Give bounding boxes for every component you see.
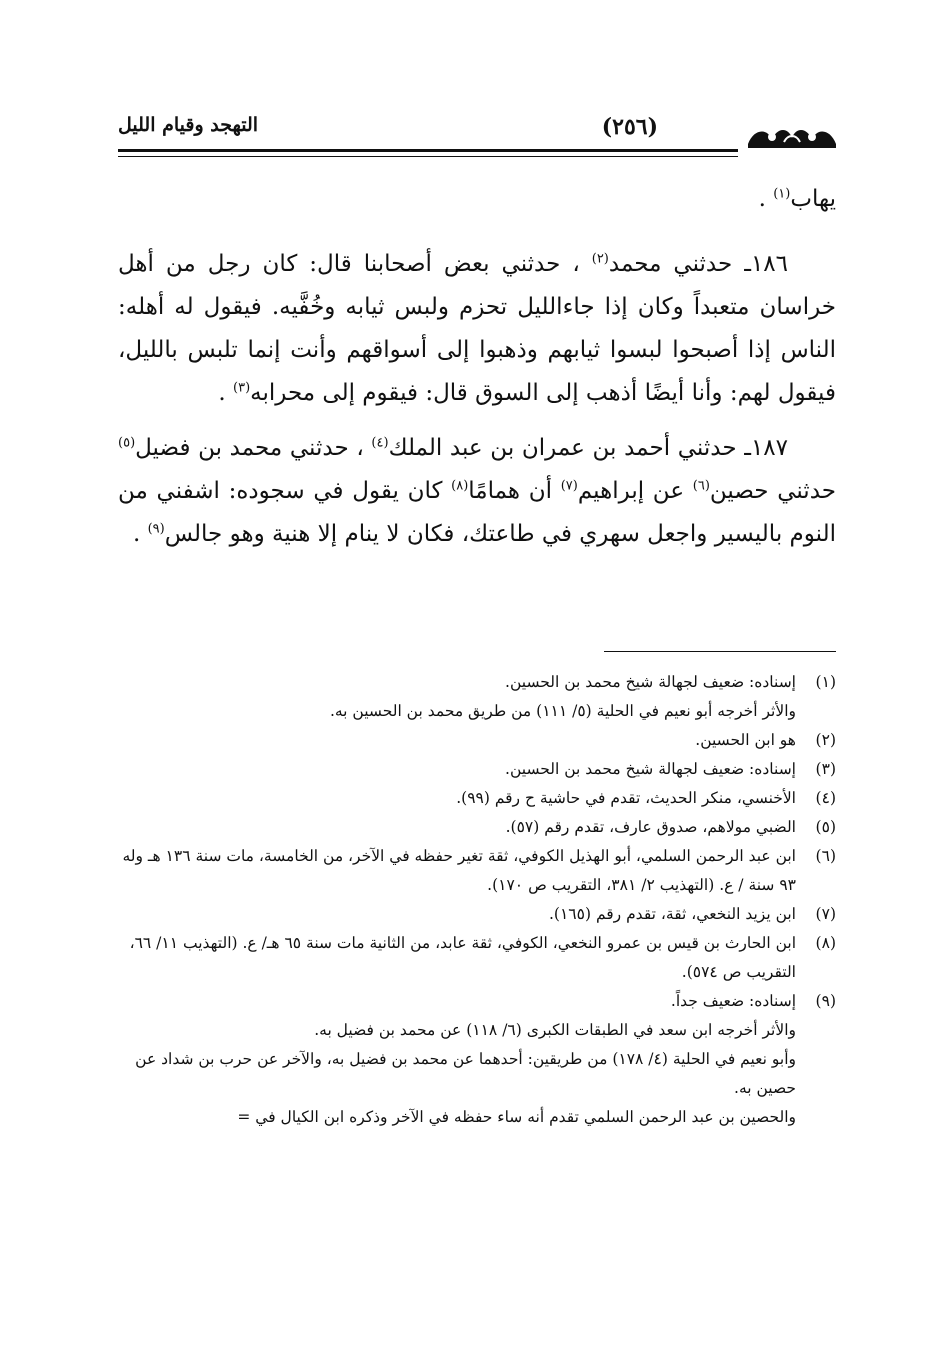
footnote-5: (٥) الضبي مولاهم، صدوق عارف، تقدم رقم (٥٧). bbox=[505, 818, 836, 836]
footnote-1: (١) إسناده: ضعيف لجهالة شيخ محمد بن الحسين. bbox=[505, 673, 836, 691]
footnote-3: (٣) إسناده: ضعيف لجهالة شيخ محمد بن الحسين. bbox=[505, 760, 836, 778]
footnote-ref: (٦) bbox=[692, 478, 710, 494]
footnotes bbox=[118, 668, 836, 1132]
footnote-divider bbox=[604, 651, 836, 652]
footnote-ref: (٥) bbox=[118, 435, 136, 451]
footnote-1-continuation: والأثر أخرجه أبو نعيم في الحلية (٥/ ١١١) من طريق محمد بن الحسين به. bbox=[329, 702, 796, 720]
footnote-4: (٤) الأخنسي، منكر الحديث، تقدم في حاشية ح رقم (٩٩). bbox=[456, 789, 836, 807]
header-rule-thick bbox=[118, 149, 738, 152]
footnote-9: (٩) إسناده: ضعيف جداً. bbox=[670, 992, 836, 1010]
book-title: التهجد وقيام الليل bbox=[118, 114, 259, 136]
footnote-9-continuation-2: وأبو نعيم في الحلية (٤/ ١٧٨) من طريقين: أحدهما عن محمد بن فضيل به، والآخر عن حرب بن شداد عن حصين به. bbox=[135, 1050, 796, 1097]
footnote-8: (٨) ابن الحارث بن قيس بن عمرو النخعي، الكوفي، ثقة عابد، من الثانية مات سنة ٦٥ هـ/ ع. (التهذيب ١١/ ٦٦، التقريب ص ٥٧٤). bbox=[129, 934, 836, 981]
paragraph-number: ١٨٧ bbox=[750, 435, 789, 461]
footnote-2: (٢) هو ابن الحسين. bbox=[695, 731, 836, 749]
ornament-icon bbox=[744, 122, 840, 152]
page-number: (٢٥٦) bbox=[601, 114, 658, 140]
footnote-ref: (٣) bbox=[233, 380, 251, 396]
footnote-ref: (٢) bbox=[591, 251, 609, 267]
footnote-ref: (٩) bbox=[147, 521, 165, 537]
paragraph-187: ١٨٧ـ حدثني أحمد بن عمران بن عبد الملك$^{(٤)}$ ، حدثني محمد بن فضيل$^{(٥)}$ حدثني حصين$^{(٦)}$ عن إبراهيم$^{(٧)}$ أن همامًا$^{(٨)}$ كان يقول في سجوده: اشفني من النوم باليسير واجعل سهري في طاعتك، فكان لا ينام إلا هنية وهو جالس$^{(٩)}$ . bbox=[118, 435, 837, 547]
paragraph-186: ١٨٦ـ حدثني محمد$^{(٢)}$ ، حدثني بعض أصحابنا قال: كان رجل من أهل خراسان متعبداً وكان إذا جاءالليل تحزم ولبس ثيابه وخُفَّيه. فيقول له أهله: الناس إذا أصبحوا لبسوا ثيابهم وذهبوا إلى أسواقهم وأنت إنما تلبس بالليل، فيقول لهم: وأنا أيضًا أذهب إلى السوق قال: فيقوم إلى محرابه$^{(٣)}$ . bbox=[118, 251, 836, 406]
footnote-ref: (٨) bbox=[451, 478, 469, 494]
footnote-9-continuation-3: والحصين بن عبد الرحمن السلمي تقدم أنه ساء حفظه في الآخر وذكره ابن الكيال في = bbox=[237, 1108, 796, 1126]
footnote-6: (٦) ابن عبد الرحمن السلمي، أبو الهذيل الكوفي، ثقة تغير حفظه في الآخر، من الخامسة، مات سنة ١٣٦ هـ وله ٩٣ سنة / ع. (التهذيب ٢/ ٣٨١، التقريب ص ١٧٠). bbox=[122, 847, 836, 894]
footnote-7: (٧) ابن يزيد النخعي، ثقة، تقدم رقم (١٦٥). bbox=[549, 905, 836, 923]
footnote-ref: (٤) bbox=[371, 435, 389, 451]
lead-line: يهاب$^{(١)}$ . bbox=[758, 186, 836, 212]
footnote-ref: (١) bbox=[773, 186, 791, 202]
footnote-ref: (٧) bbox=[560, 478, 578, 494]
main-text bbox=[118, 178, 836, 568]
footnote-9-continuation-1: والأثر أخرجه ابن سعد في الطبقات الكبرى (٦/ ١١٨) عن محمد بن فضيل به. bbox=[314, 1021, 796, 1039]
header-rule-thin bbox=[118, 156, 738, 157]
page-header bbox=[118, 108, 830, 148]
paragraph-number: ١٨٦ bbox=[750, 251, 788, 277]
